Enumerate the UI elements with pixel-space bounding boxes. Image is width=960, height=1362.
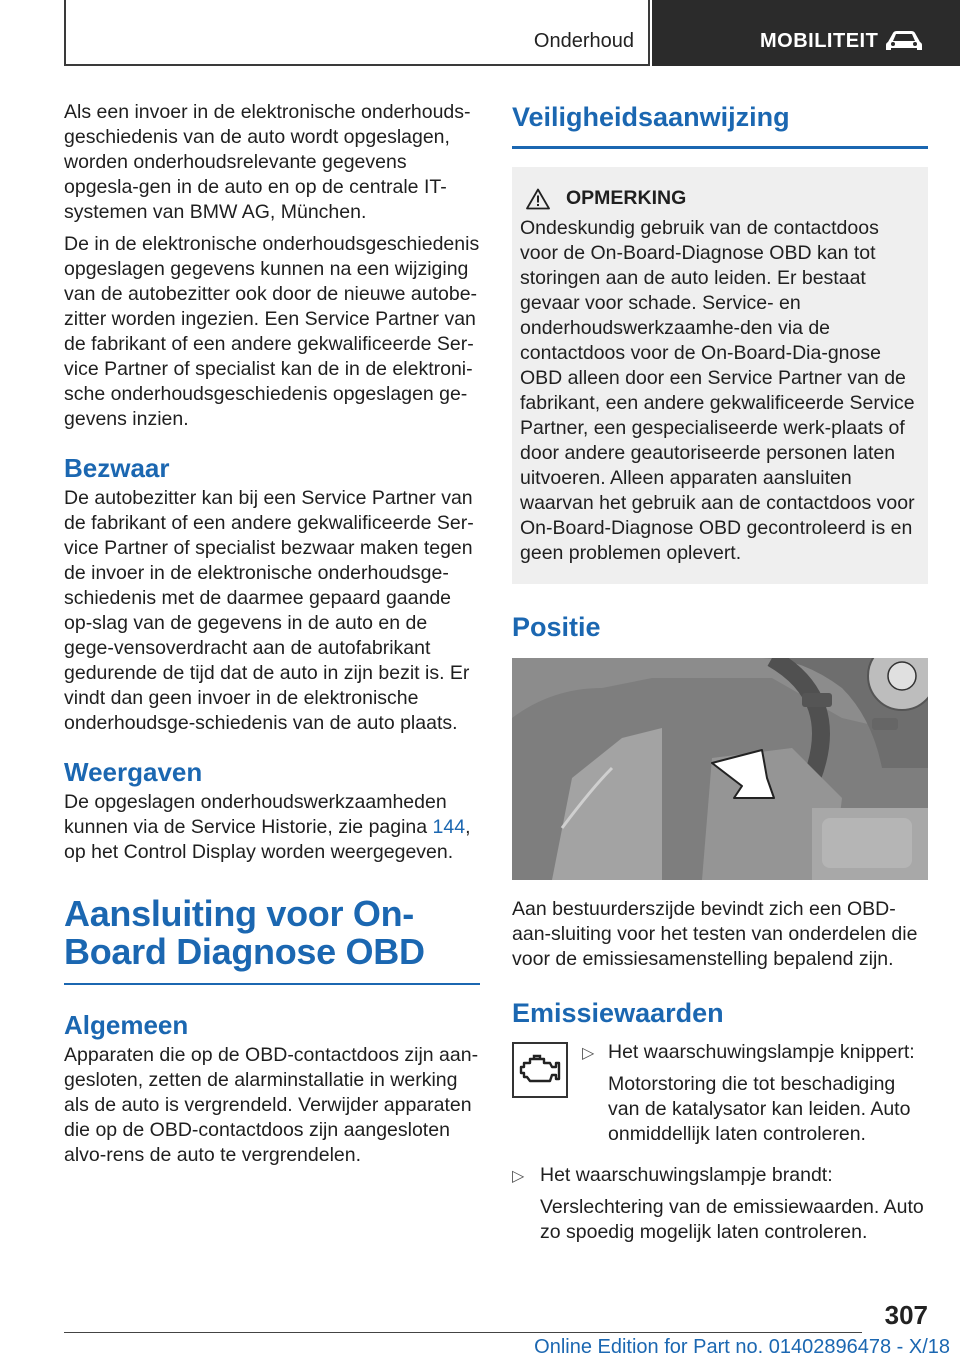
emission-bullet-lit <box>512 1163 928 1245</box>
header-chapter-tab <box>652 0 960 66</box>
algemeen-heading: Algemeen <box>64 1010 189 1040</box>
algemeen-paragraph: Apparaten die op de OBD-contactdoos zijn aan-gesloten, zetten de alarminstallatie in werking als de auto is vergrendeld. Verwijder apparaten die op de OBD-contactdoos zijn aangesloten alvo-rens de auto te vergrendelen. <box>64 1044 479 1166</box>
header-section-title: Onderhoud <box>533 30 634 52</box>
page-number: 307 <box>884 1300 928 1330</box>
footer-edition-text: Online Edition for Part no. 01402896478 - X/18 <box>534 1336 950 1358</box>
right-column <box>512 100 928 1245</box>
notice-text: Ondeskundig gebruik van de contactdoos voor de On-Board-Diagnose OBD kan tot storingen aan de auto leiden. Er bestaat gevaar voor schade. Service- en onderhoudswerkzaamhe-den via de contactdoos voor de On-Board-Dia-gnose OBD alleen door een Service Partner van de fabrikant, een andere gekwalificeerde Service Partner, een gespecialiseerde werk-plaats of door andere geautoriseerde personen laten uitvoeren. Alleen apparaten aansluiten waarvan het gebruik aan de contactdoos voor On-Board-Diagnose OBD gecontroleerd is en geen problemen oplevert. <box>520 217 915 564</box>
bezwaar-paragraph: De autobezitter kan bij een Service Partner van de fabrikant of een andere gekwalificeerde Ser-vice Partner of specialist bezwaar maken tegen de invoer in de elektronische onderhoudsge-schiedenis met de daarmee gepaard gaande op-slag van de gegevens in de auto en de gege-vensoverdracht aan de autofabrikant gedurende de tijd dat de auto in zijn bezit is. Er vindt dan geen invoer in de elektronische onderhoudsge-schiedenis van de auto plaats. <box>64 487 474 734</box>
obd-location-photo <box>512 658 928 880</box>
warning-triangle-icon <box>526 188 550 210</box>
weergaven-text-after: , op het Control Display worden weergegeven. <box>64 816 471 863</box>
notice-header <box>520 187 920 210</box>
page-header <box>0 0 960 66</box>
weergaven-text-before: De opgeslagen onderhoudswerkzaamheden kunnen via de Service Historie, zie pagina <box>64 791 447 838</box>
obd-heading: Aansluiting voor On-Board Diagnose OBD <box>64 893 425 972</box>
notice-label: OPMERKING <box>566 187 687 209</box>
car-icon <box>884 28 924 54</box>
emission-bullet-flashing <box>582 1040 928 1147</box>
notice-box <box>512 167 928 584</box>
bullet-marker: ▷ <box>512 1168 525 1185</box>
emission-section <box>512 1040 928 1245</box>
safety-heading: Veiligheidsaanwijzing <box>512 102 790 132</box>
weergaven-heading: Weergaven <box>64 757 203 787</box>
positie-paragraph: Aan bestuurderszijde bevindt zich een OBD-aan-sluiting voor het testen van onderdelen die voor de emissiesamenstelling bepalend zijn. <box>512 898 918 970</box>
header-chapter-title: MOBILITEIT <box>760 30 879 52</box>
intro-paragraph-1: Als een invoer in de elektronische onderhouds-geschiedenis van de auto wordt opgeslagen, worden onderhoudsrelevante gegevens opgesla-gen in de auto en op de centrale IT-systemen van BMW AG, München. <box>64 101 471 223</box>
bullet-1-body: Motorstoring die tot beschadiging van de katalysator kan leiden. Auto onmiddellijk laten controleren. <box>608 1073 911 1145</box>
safety-heading-rule <box>512 146 928 149</box>
bullet-1-head: Het waarschuwingslampje knippert: <box>608 1041 915 1063</box>
left-column <box>64 100 480 1168</box>
bullet-2-body: Verslechtering van de emissiewaarden. Auto zo spoedig mogelijk laten controleren. <box>540 1196 924 1243</box>
intro-paragraph-2: De in de elektronische onderhoudsgeschiedenis opgeslagen gegevens kunnen na een wijziging van de autobezitter ook door de nieuwe autobe-zitter worden ingezien. Een Service Partner van de fabrikant of een andere gekwalificeerde Ser-vice Partner of specialist kan de in de elektroni-sche onderhoudsgeschiedenis opgeslagen ge-gevens inzien. <box>64 233 480 430</box>
check-engine-icon <box>512 1042 568 1098</box>
positie-heading: Positie <box>512 612 601 642</box>
bullet-2-head: Het waarschuwingslampje brandt: <box>540 1164 833 1186</box>
emissie-heading: Emissiewaarden <box>512 998 724 1028</box>
bezwaar-heading: Bezwaar <box>64 453 170 483</box>
bullet-marker: ▷ <box>582 1045 595 1062</box>
footer-rule <box>64 1332 862 1333</box>
weergaven-paragraph <box>64 790 480 865</box>
header-section-box <box>64 0 650 66</box>
obd-heading-rule <box>64 983 480 985</box>
page-reference-link[interactable]: 144 <box>432 816 466 838</box>
